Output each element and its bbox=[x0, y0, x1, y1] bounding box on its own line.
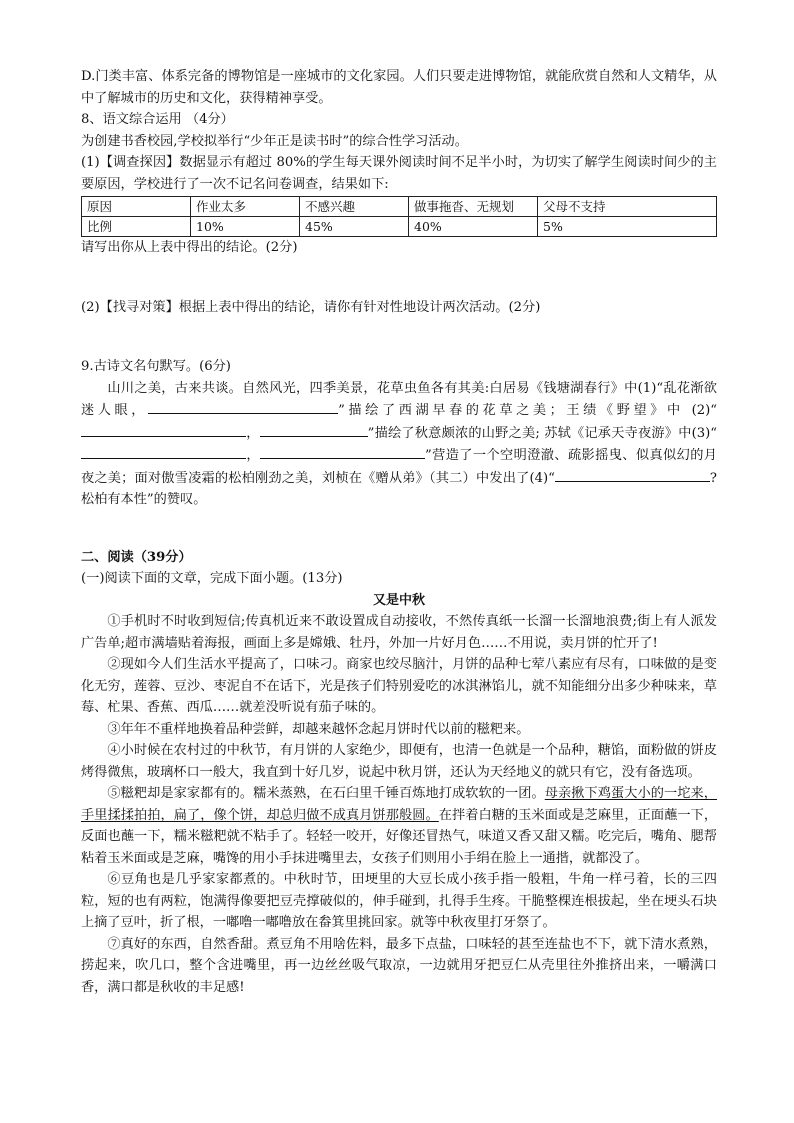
q9-title: 9.古诗文名句默写。(6分) bbox=[81, 359, 231, 374]
section-gap bbox=[81, 511, 717, 547]
survey-header-cell: 父母不支持 bbox=[538, 197, 717, 217]
survey-header-cell: 做事拖沓、无规划 bbox=[409, 197, 538, 217]
q8-part2: (2)【找寻对策】根据上表中得出的结论，请你有针对性地设计两次活动。(2分) bbox=[81, 299, 541, 315]
q9-passage bbox=[81, 378, 717, 511]
paragraph-text: ⑤糍粑却是家家都有的。糯米蒸熟，在石臼里千锤百炼地打成软软的一团。 bbox=[107, 786, 545, 801]
q8-part1: (1)【调查探因】数据显示有超过 80%的学生每天课外阅读时间不足半小时，为切实了解学生阅读时间少的主要原因，学校进行了一次不记名问卷调查，结果如下: bbox=[81, 155, 717, 192]
survey-table bbox=[81, 196, 717, 237]
section2-sub: (一)阅读下面的文章，完成下面小题。(13分) bbox=[81, 571, 343, 586]
fill-blank-1[interactable] bbox=[148, 399, 338, 414]
article-paragraph: ⑦真好的东西，自然香甜。煮豆角不用啥佐料，最多下点盐，口味轻的甚至连盐也不下，就下清水煮熟，捞起来，吹几口，整个含进嘴里，再一边丝丝吸气取凉，一边就用牙把豆仁从壳里往外推挤出来，一嚼满口香，满口都是秋收的丰足感! bbox=[81, 936, 717, 995]
q9-text: ”描绘了西湖早春的花草之美；王绩《野望》中 bbox=[338, 403, 684, 418]
survey-header-cell: 不感兴趣 bbox=[300, 197, 409, 217]
article-title: 又是中秋 bbox=[372, 592, 425, 608]
q9-text: ， bbox=[246, 425, 260, 441]
survey-value-cell: 10% bbox=[191, 217, 300, 237]
article-paragraph bbox=[81, 783, 717, 869]
section2-title: 二、阅读（39分） bbox=[81, 549, 192, 565]
q8-title: 8、语文综合运用 （4分） bbox=[81, 112, 234, 127]
fill-blank-2b[interactable] bbox=[260, 422, 368, 437]
q9-text: ， bbox=[246, 448, 260, 463]
survey-value-cell: 45% bbox=[300, 217, 409, 237]
article-paragraph: ②现如今人们生活水平提高了，口味刁。商家也绞尽脑汁，月饼的品种七荤八素应有尽有，口味做的是变化无穷，莲蓉、豆沙、枣泥自不在话下，光是孩子们特别爱吃的冰淇淋馅儿，就不知能细分出多少种味来，草莓、杧果、香蕉、西瓜……就差没听说有茄子味的。 bbox=[81, 657, 717, 715]
survey-value-cell: 比例 bbox=[82, 217, 191, 237]
fill-blank-4[interactable] bbox=[555, 467, 710, 482]
fill-blank-3b[interactable] bbox=[260, 444, 425, 459]
survey-value-cell: 5% bbox=[538, 217, 717, 237]
article-paragraph: ④小时候在农村过的中秋节，有月饼的人家绝少，即便有，也清一色就是一个品种，糖馅，面粉做的饼皮烤得微焦，玻璃杯口一般大，我直到十好几岁，说起中秋月饼，还认为天经地义的就只有它，没有备选项。 bbox=[81, 743, 717, 780]
fill-blank-2a[interactable] bbox=[81, 422, 246, 437]
q9-text: ?松柏有本性”的赞叹。 bbox=[81, 470, 717, 507]
q8-part1-ask: 请写出你从上表中得出的结论。(2分) bbox=[81, 240, 298, 255]
survey-header-cell: 作业太多 bbox=[191, 197, 300, 217]
q9-text: (2)“ bbox=[691, 403, 717, 418]
answer-space bbox=[81, 318, 717, 356]
survey-header-row bbox=[82, 197, 717, 217]
fill-blank-3a[interactable] bbox=[81, 444, 246, 459]
survey-value-row bbox=[82, 217, 717, 237]
exam-page bbox=[81, 66, 717, 998]
q7-option-d: D.门类丰富、体系完备的博物馆是一座城市的文化家园。人们只要走进博物馆，就能欣赏自然和人文精华，从中了解城市的历史和文化，获得精神享受。 bbox=[81, 69, 717, 106]
article-paragraph: ⑥豆角也是几乎家家都煮的。中秋时节，田埂里的大豆长成小孩手指一般粗，牛角一样弓着，长的三四粒，短的也有两粒，饱满得像要把豆壳撑破似的，伸手碰到，扎得手生疼。干脆整棵连根拔起，坐在埂头石块上摘了豆叶，折了根，一嘟噜一嘟噜放在畚箕里挑回家。就等中秋夜里打牙祭了。 bbox=[81, 872, 717, 930]
answer-space bbox=[81, 259, 717, 297]
underlined-sentence: 母亲揪下鸡蛋大小的一坨来，手里揉揉拍拍，扁了，像个饼，却总归做不成真月饼那般圆。 bbox=[81, 786, 717, 823]
article-paragraph: ③年年不重样地换着品种尝鲜，却越来越怀念起月饼时代以前的糍粑来。 bbox=[107, 721, 530, 737]
survey-value-cell: 40% bbox=[409, 217, 538, 237]
survey-header-cell: 原因 bbox=[82, 197, 191, 217]
q9-text: 山川之美，古来共谈。自然风光，四季美景，花草虫鱼各有其美:白居易《钱塘湖春行》中(1)“乱花渐欲迷人眼， bbox=[81, 380, 717, 418]
paragraph-text: 在拌着白糖的玉米面或是芝麻里，正面蘸一下，反面也蘸一下，糯米糍粑就不粘手了。轻轻一咬开，好像还冒热气，味道又香又甜又糯。吃完后，嘴角、腮帮粘着玉米面或是芝麻，嘴馋的用小手抹进嘴里去，女孩子们则用小手绢在脸上一通揩，就都没了。 bbox=[81, 807, 718, 866]
q9-text: ”营造了一个空明澄澈、疏影摇曳、似真似幻的月夜之美；面对傲雪凌霜的松柏刚劲之美，刘桢在《赠从弟》（其二）中发出了(4)“ bbox=[81, 448, 717, 486]
q9-text: ”描绘了秋意颇浓的山野之美; 苏轼《记承天寺夜游》中(3)“ bbox=[367, 425, 718, 441]
q8-intro: 为创建书香校园,学校拟举行“少年正是读书时”的综合性学习活动。 bbox=[81, 133, 468, 149]
article-paragraph: ①手机时不时收到短信;传真机近来不敢设置成自动接收，不然传真纸一长溜一长溜地浪费;街上有人派发广告单;超市满墙贴着海报，画面上多是嫦娥、牡丹，外加一片好月色……不用说，卖月饼的忙开了! bbox=[81, 614, 717, 651]
